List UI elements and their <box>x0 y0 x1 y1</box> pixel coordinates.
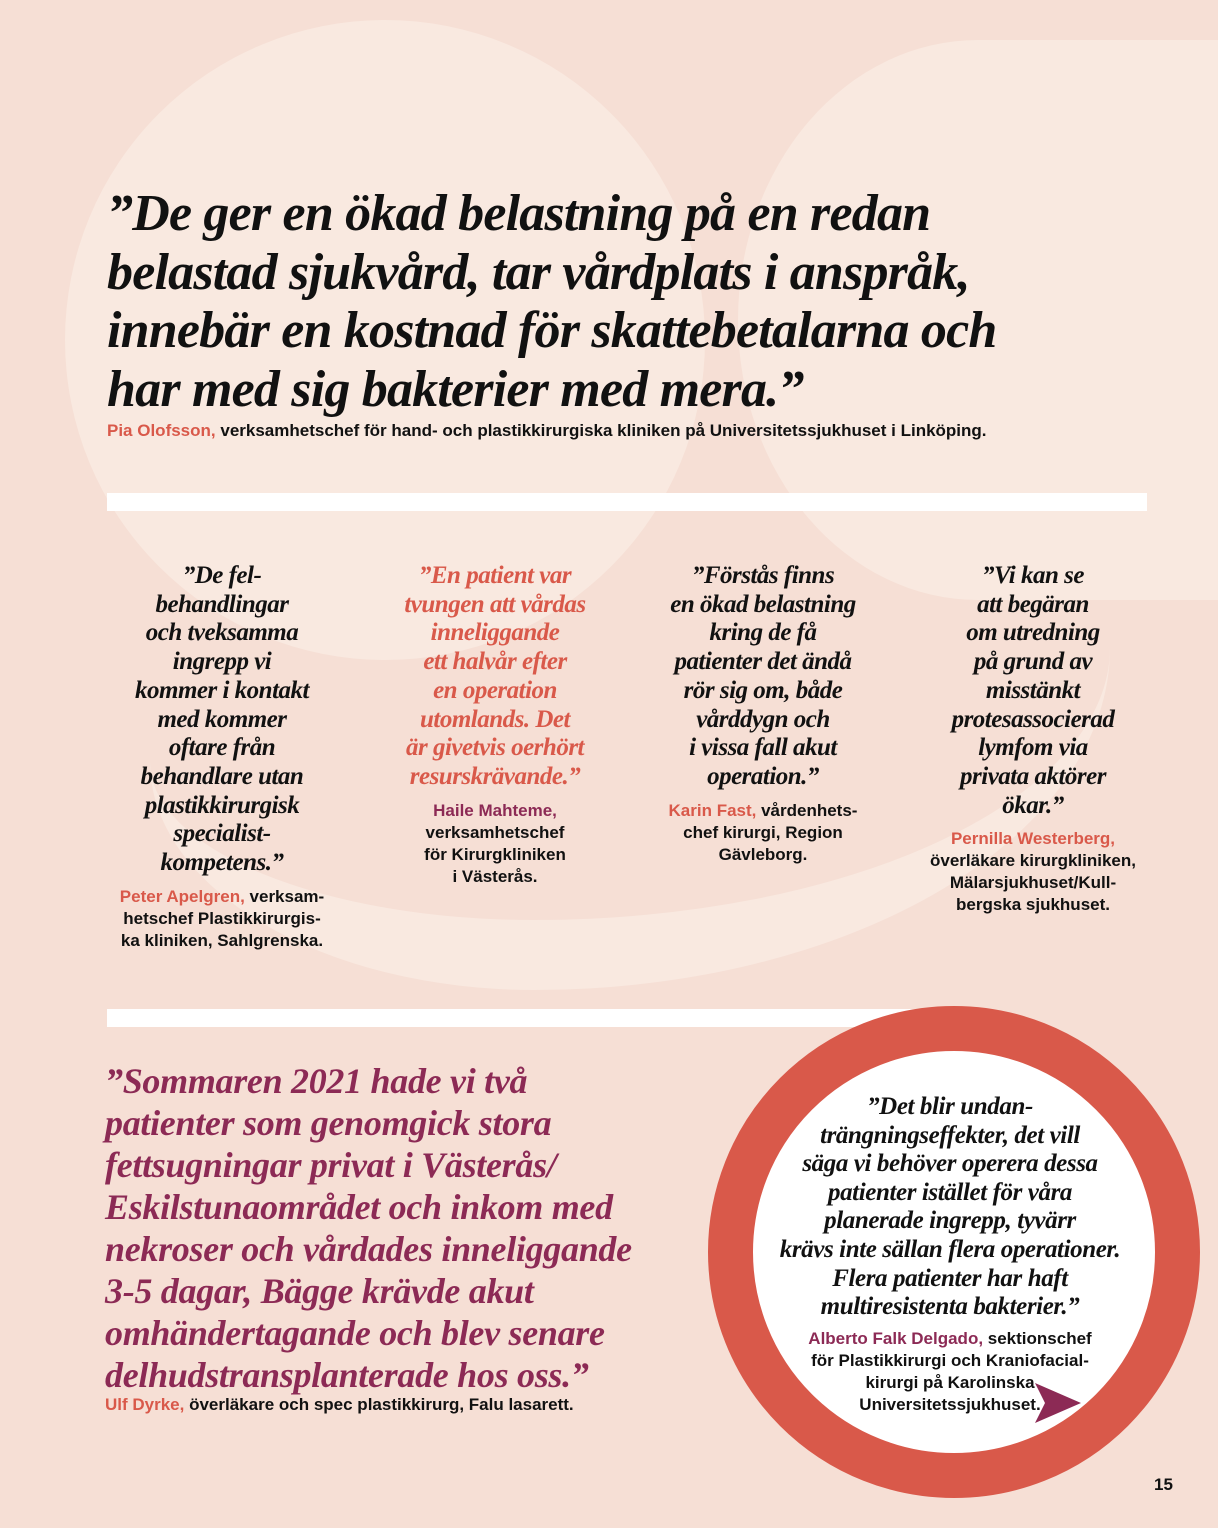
attribution-line <box>745 1350 1155 1372</box>
author-role: överläkare och spec plastikkirurg, Falu lasarett. <box>184 1395 574 1414</box>
quote-line: nekroser och vårdades inneliggande <box>105 1229 632 1269</box>
attribution-line <box>107 930 337 952</box>
quote-line: planerade ingrepp, tyvärr <box>824 1207 1076 1235</box>
author-role: vårdenhets- <box>756 800 858 820</box>
quote-line: har med sig bakterier med mera.” <box>107 360 804 418</box>
circle-quote <box>745 1093 1155 1416</box>
quote-line: kring de få <box>709 619 817 647</box>
quote-line: ”De fel- <box>182 562 262 589</box>
author-role: verksamhetschef för hand- och plastikkirurgiska kliniken på Universitetssjukhuset i Linköping. <box>215 421 987 440</box>
column-attribution <box>648 800 878 866</box>
main-quote-attribution <box>107 420 1167 442</box>
quote-line: lymfom via <box>978 734 1088 762</box>
quote-line: kompetens.” <box>160 849 284 877</box>
quote-line: ”De ger en ökad belastning på en redan <box>107 185 931 242</box>
author-role: Mälarsjukhuset/Kull- <box>949 873 1117 893</box>
quote-line: krävs inte sällan flera operationer. <box>779 1235 1121 1263</box>
quote-column-3 <box>648 562 878 866</box>
quote-line: ökar.” <box>1002 791 1064 819</box>
quote-line: protesassocierad <box>951 705 1115 733</box>
main-quote-text <box>107 185 1167 419</box>
quote-line: ”Förstås finns <box>691 562 835 589</box>
circle-quote-attribution <box>745 1328 1155 1416</box>
quote-line: delhudstransplanterade hos oss.” <box>105 1355 589 1395</box>
quote-line: är givetvis oerhört <box>406 734 584 762</box>
author-role: för Kirurgkliniken <box>424 844 566 864</box>
quote-line: innebär en kostnad för skattebetalarna och <box>107 302 997 359</box>
column-quote-text <box>380 562 610 792</box>
author-name: Peter Apelgren, <box>119 886 245 906</box>
divider <box>107 1009 927 1027</box>
quote-line: i vissa fall akut <box>689 734 837 762</box>
quote-line: 3-5 dagar, Bägge krävde akut <box>105 1271 534 1311</box>
attribution-line <box>107 908 337 930</box>
author-role: verksam- <box>244 886 325 906</box>
quote-line: privata aktörer <box>960 762 1106 790</box>
divider <box>107 493 1147 511</box>
author-name: Karin Fast, <box>668 800 757 820</box>
quote-line: Eskilstunaområdet och inkom med <box>105 1187 613 1227</box>
column-quote-text <box>107 562 337 878</box>
quote-line: ett halvår efter <box>423 648 567 676</box>
author-role: hetschef Plastikkirurgis- <box>123 908 321 928</box>
attribution-line <box>107 886 337 908</box>
quote-line: ”En patient var <box>418 562 572 589</box>
quote-line: belastad sjukvård, tar vårdplats i anspråk, <box>107 243 970 301</box>
quote-line: rör sig om, både <box>683 676 843 704</box>
author-role: bergska sjukhuset. <box>955 895 1110 915</box>
column-attribution <box>918 828 1148 916</box>
quote-line: inneliggande <box>430 619 560 647</box>
quote-line: behandlingar <box>155 590 289 618</box>
author-role: kirurgi på Karolinska <box>865 1372 1035 1392</box>
author-role: Gävleborg. <box>718 844 808 864</box>
bottom-quote-attribution <box>105 1394 705 1416</box>
quote-line: oftare från <box>168 734 276 762</box>
quote-line: operation.” <box>707 762 819 790</box>
author-role: ka kliniken, Sahlgrenska. <box>120 930 324 950</box>
author-name: Pia Olofsson, <box>107 421 216 440</box>
column-quote-text <box>648 562 878 792</box>
quote-line: trängningseffekter, det vill <box>820 1121 1080 1149</box>
quote-line: om utredning <box>966 619 1100 647</box>
column-quote-text <box>918 562 1148 820</box>
quote-line: Flera patienter har haft <box>832 1264 1068 1292</box>
quote-line: med kommer <box>157 705 287 733</box>
quote-line: en operation <box>433 676 557 704</box>
author-name: Alberto Falk Delgado, <box>808 1328 984 1348</box>
author-name: Pernilla Westerberg, <box>950 829 1116 849</box>
attribution-line <box>648 822 878 844</box>
attribution-line <box>745 1372 1155 1394</box>
quote-line: och tveksamma <box>145 619 299 647</box>
attribution-line <box>380 866 610 888</box>
column-attribution <box>380 800 610 888</box>
author-role: verksamhetschef <box>425 822 565 842</box>
attribution-line <box>745 1328 1155 1350</box>
author-role: i Västerås. <box>452 866 538 886</box>
attribution-line <box>918 872 1148 894</box>
quote-line: patienter som genomgick stora <box>105 1103 552 1143</box>
quote-line: kommer i kontakt <box>135 676 309 704</box>
quote-line: att begäran <box>977 590 1089 618</box>
quote-line: fettsugningar privat i Västerås/ <box>105 1145 557 1185</box>
quote-line: ”Det blir undan- <box>867 1093 1033 1120</box>
quote-line: specialist- <box>173 820 271 848</box>
author-role: överläkare kirurgkliniken, <box>930 851 1136 871</box>
author-role: för Plastikkirurgi och Kraniofacial- <box>811 1350 1089 1370</box>
attribution-line <box>745 1394 1155 1416</box>
author-role: chef kirurgi, Region <box>683 822 843 842</box>
bottom-quote <box>105 1060 705 1416</box>
attribution-line <box>380 822 610 844</box>
main-quote <box>107 185 1167 442</box>
author-name: Haile Mahteme, <box>433 800 557 820</box>
attribution-line <box>648 800 878 822</box>
quote-line: omhändertagande och blev senare <box>105 1313 605 1353</box>
quote-line: patienter det ändå <box>674 648 852 676</box>
quote-line: ”Vi kan se <box>982 562 1084 589</box>
quote-column-1 <box>107 562 337 952</box>
quote-line: utomlands. Det <box>420 705 570 733</box>
attribution-line <box>918 894 1148 916</box>
quote-line: ”Sommaren 2021 hade vi två <box>105 1061 528 1101</box>
quote-line: misstänkt <box>985 676 1081 704</box>
author-role: sektionschef <box>983 1328 1092 1348</box>
quote-line: plastikkirurgisk <box>144 791 300 819</box>
bottom-quote-text <box>105 1060 705 1396</box>
quote-line: säga vi behöver operera dessa <box>802 1150 1098 1178</box>
column-attribution <box>107 886 337 952</box>
attribution-line <box>918 850 1148 872</box>
quote-line: behandlare utan <box>140 762 304 790</box>
quote-line: ingrepp vi <box>172 648 272 676</box>
quote-column-2 <box>380 562 610 888</box>
quote-line: tvungen att vårdas <box>404 590 586 618</box>
quote-line: multiresistenta bakterier.” <box>820 1293 1080 1321</box>
triangle-right-icon <box>1035 1383 1081 1423</box>
quote-line: patienter istället för våra <box>827 1178 1073 1206</box>
quote-line: resurskrävande.” <box>409 762 581 790</box>
author-name: Ulf Dyrke, <box>105 1395 185 1414</box>
quote-line: en ökad belastning <box>670 590 856 618</box>
circle-quote-text <box>745 1093 1155 1322</box>
attribution-line <box>380 844 610 866</box>
quote-column-4 <box>918 562 1148 916</box>
page-number: 15 <box>1154 1475 1173 1494</box>
attribution-line <box>648 844 878 866</box>
author-role: Universitetssjukhuset. <box>859 1394 1041 1414</box>
quote-line: på grund av <box>973 648 1093 676</box>
quote-line: vårddygn och <box>696 705 830 733</box>
